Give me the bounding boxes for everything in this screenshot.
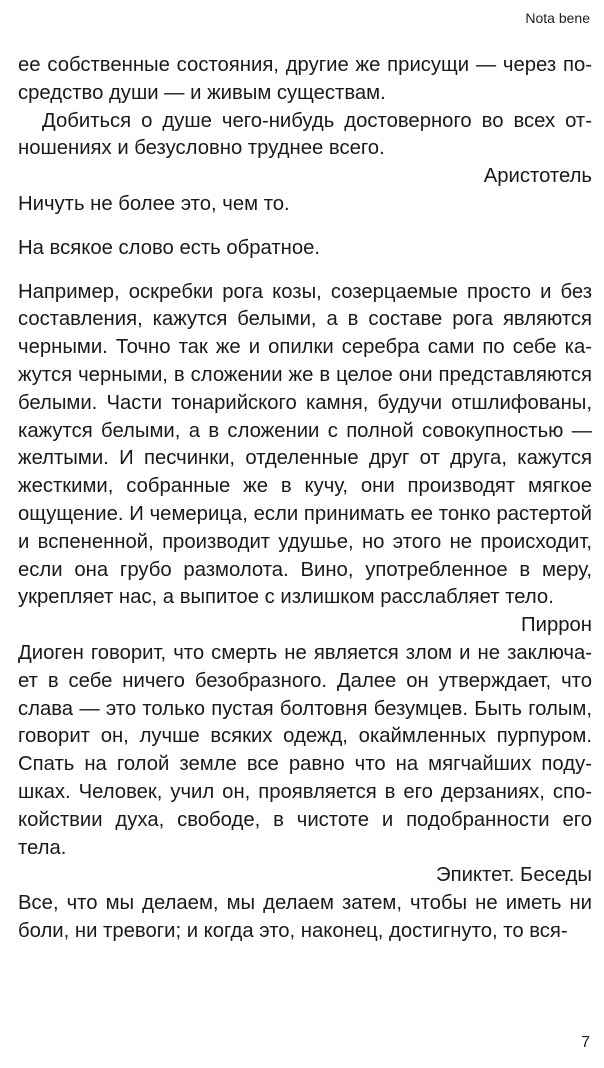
page-number: 7: [581, 1034, 590, 1051]
paragraph-pyrrho-2: На всякое слово есть обратное.: [18, 236, 321, 259]
paragraph-aristotle-continued: ее собственные состояния, другие же присущи — через посредство души — и живым существам.: [18, 54, 592, 104]
paragraph-pyrrho-1: Ничуть не более это, чем то.: [18, 192, 290, 215]
paragraph-aristotle-soul: Добиться о душе чего-нибудь достоверного во всех отношениях и безусловно труднее всего.: [18, 109, 592, 160]
paragraph-epicurus: Все, что мы делаем, мы делаем затем, чтобы не иметь ни боли, ни тревоги; и когда это, наконец, достигнуто, то вся-: [18, 892, 592, 942]
paragraph-pyrrho-3: Например, оскребки рога козы, созерцаемые просто и без составления, кажутся белыми, а в составе рога являются черными. Точно так же и опилки серебра сами по себе кажутся черными, в сложении же в целое они представляются белыми. Части тонарийского камня, будучи отшлифованы, кажутся белыми, а в сложении с полной совокупностью — желтыми. И песчинки, отделенные друг от друга, кажутся жесткими, собранные же в кучу, они производят мягкое ощущение. И чемерица, если принимать ее тонко растертой и вспененной, производит удушье, но этого не происходит, если она грубо размолота. Вино, употребленное в меру, укрепляет нас, а выпитое с излишком расслабляет тело.: [18, 280, 592, 609]
attribution-pyrrho: Пиррон: [521, 614, 592, 637]
paragraph-diogenes: Диоген говорит, что смерть не является злом и не заключает в себе ничего безобразного. Далее он утверждает, что слава — это только пустая болтовня безумцев. Быть голым, говорит он, лучше всяких одежд, окаймленных пурпуром. Спать на голой земле все равно что на мягчайших подушках. Человек, учил он, проявляется в его дерзаниях, спокойствии духа, свободе, в чистоте и подобранности его тела.: [18, 641, 592, 859]
running-header: Nota bene: [525, 10, 590, 26]
page-content: [18, 52, 592, 946]
attribution-aristotle: Аристотель: [483, 165, 592, 188]
attribution-epictetus: Эпиктет. Беседы: [436, 864, 592, 887]
